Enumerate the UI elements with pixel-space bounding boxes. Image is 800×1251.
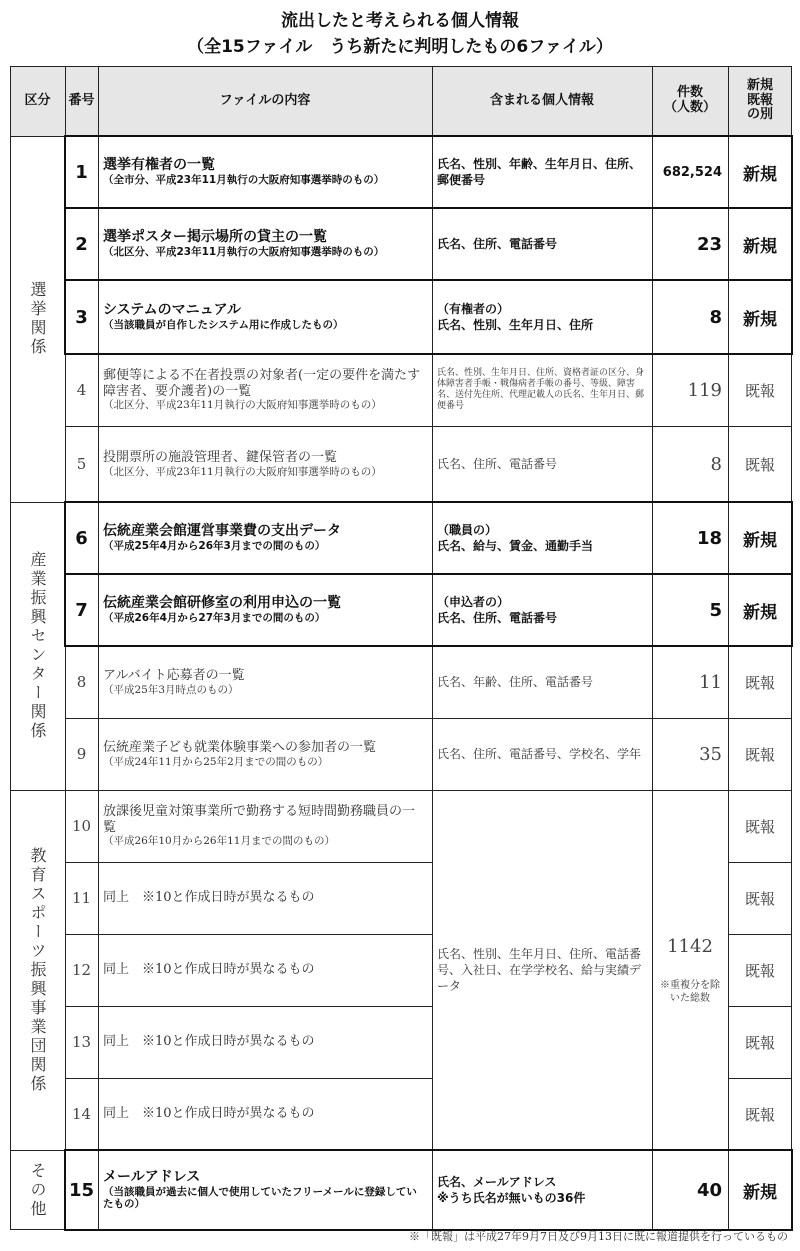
row-number: 3 (75, 306, 88, 328)
grid-line (432, 66, 433, 1230)
file-content (98, 1150, 432, 1230)
grid-line (65, 574, 792, 575)
file-content (98, 1078, 432, 1150)
record-count (652, 790, 728, 1150)
file-content-note: （平成25年3月時点のもの） (103, 683, 239, 696)
row-number: 10 (71, 817, 92, 835)
file-content (98, 790, 432, 862)
footnote: ※「既報」は平成27年9月7日及び9月13日に既に報道提供を行っているもの (409, 1230, 788, 1243)
category-label: 産業振興センター関係 (28, 551, 47, 741)
file-content (98, 502, 432, 574)
grid-line (65, 280, 792, 281)
personal-info-text: 氏名、住所、電話番号 (437, 236, 558, 251)
row-number: 7 (75, 599, 88, 621)
personal-info (432, 646, 652, 718)
header-info (432, 66, 652, 136)
grid-line (65, 354, 792, 355)
personal-info (432, 354, 652, 426)
grid-line (10, 66, 11, 1230)
file-content-title: アルバイト応募者の一覧 (103, 667, 245, 683)
category-cell (10, 502, 65, 790)
record-count: 119 (687, 379, 722, 401)
record-count-value: 1142 (667, 935, 713, 957)
file-content (98, 646, 432, 718)
file-content (98, 934, 432, 1006)
header-number (65, 66, 98, 136)
grid-line (10, 66, 792, 67)
file-content-title: 同上 ※10と作成日時が異なるもの (103, 1106, 315, 1122)
record-count-note: ※重複分を除いた総数 (660, 979, 720, 1004)
row-number: 4 (76, 381, 87, 399)
page-subtitle: （全15ファイル うち新たに判明したもの6ファイル） (187, 37, 613, 57)
status-badge: 既報 (744, 1105, 775, 1124)
page-title: 流出したと考えられる個人情報 (281, 11, 519, 31)
status-badge: 既報 (744, 889, 775, 908)
file-content-title: 投開票所の施設管理者、鍵保管者の一覧 (103, 449, 338, 465)
file-content-title: 同上 ※10と作成日時が異なるもの (103, 962, 315, 978)
header-content (98, 66, 432, 136)
record-count: 40 (696, 1179, 722, 1201)
personal-info-text: 氏名、性別、生年月日、住所、資格者証の区分、身体障害者手帳・戦傷病者手帳の番号、等級、障害名、送付先住所、代理記載人の氏名、生年月日、郵便番号 (437, 367, 645, 412)
grid-line (65, 646, 792, 647)
record-count: 23 (696, 233, 722, 255)
file-content-title: 郵便等による不在者投票の対象者(一定の要件を満たす障害者、要介護者)の一覧 (103, 368, 421, 399)
row-number: 13 (71, 1033, 92, 1051)
file-content-title: 伝統産業子ども就業体験事業への参加者の一覧 (103, 739, 377, 755)
record-count: 8 (709, 306, 722, 328)
record-count: 18 (696, 527, 722, 549)
row-number: 1 (75, 161, 88, 183)
header-category (10, 66, 65, 136)
personal-info-table (10, 66, 792, 1230)
category-label: 選挙関係 (28, 281, 47, 357)
category-label: その他 (28, 1161, 47, 1219)
header-category-label: 区分 (24, 92, 51, 108)
status-badge: 既報 (744, 961, 775, 980)
row-number: 14 (71, 1105, 92, 1123)
file-content (98, 280, 432, 354)
file-content-note: （平成24年11月から25年2月までの間のもの） (103, 755, 329, 768)
file-content-note: （平成26年4月から27年3月までの間のもの） (103, 612, 326, 625)
file-content-note: （当該職員が過去に個人で使用していたフリーメールに登録していたもの） (103, 1185, 417, 1211)
file-content-title: 選挙有権者の一覧 (103, 157, 215, 174)
status-badge: 既報 (744, 1033, 775, 1052)
personal-info-text: （有権者の） 氏名、性別、生年月日、住所 (437, 301, 594, 332)
category-cell (10, 1150, 65, 1230)
file-content-note: （北区分、平成23年11月執行の大阪府知事選挙時のもの） (103, 465, 382, 478)
row-number: 6 (75, 527, 88, 549)
row-number: 2 (75, 233, 88, 255)
record-count: 5 (709, 599, 722, 621)
grid-line (65, 426, 792, 427)
personal-info (432, 208, 652, 280)
header-info-label: 含まれる個人情報 (489, 92, 594, 108)
category-cell (10, 136, 65, 502)
record-count: 11 (699, 671, 722, 693)
status-badge: 既報 (744, 673, 775, 692)
personal-info-text: 氏名、年齢、住所、電話番号 (437, 674, 594, 689)
status-badge: 既報 (744, 455, 775, 474)
row-number: 8 (76, 673, 87, 691)
file-content-note: （北区分、平成23年11月執行の大阪府知事選挙時のもの） (103, 399, 382, 412)
row-number: 5 (76, 455, 87, 473)
grid-line (65, 718, 792, 719)
grid-line (10, 502, 792, 503)
personal-info-text: （職員の） 氏名、給与、賃金、通勤手当 (437, 522, 594, 553)
grid-line (10, 1150, 792, 1151)
row-number: 12 (71, 961, 92, 979)
status-badge: 新規 (743, 236, 777, 257)
header-content-label: ファイルの内容 (219, 92, 311, 108)
personal-info (432, 574, 652, 646)
personal-info (432, 426, 652, 502)
personal-info (432, 718, 652, 790)
file-content-note: （平成26年10月から26年11月までの間のもの） (103, 835, 335, 848)
grid-line (65, 934, 432, 935)
status-badge: 新規 (743, 530, 777, 551)
file-content (98, 1006, 432, 1078)
grid-line (98, 66, 99, 1230)
record-count: 35 (699, 743, 722, 765)
file-content-title: メールアドレス (103, 1169, 201, 1185)
grid-line (728, 1078, 792, 1079)
file-content-title: 伝統産業会館研修室の利用申込の一覧 (103, 595, 341, 612)
grid-line (791, 66, 792, 1230)
file-content-note: （全市分、平成23年11月執行の大阪府知事選挙時のもの） (103, 174, 385, 187)
status-badge: 新規 (743, 602, 777, 623)
record-count: 8 (710, 453, 722, 475)
personal-info-text: 氏名、住所、電話番号、学校名、学年 (437, 746, 642, 761)
status-badge: 既報 (744, 817, 775, 836)
grid-line (65, 862, 432, 863)
file-content (98, 136, 432, 208)
file-content-title: 同上 ※10と作成日時が異なるもの (103, 1034, 315, 1050)
personal-info (432, 502, 652, 574)
personal-info (432, 280, 652, 354)
category-cell (10, 790, 65, 1150)
grid-line (728, 66, 729, 1230)
personal-info-text: （申込者の） 氏名、住所、電話番号 (437, 594, 558, 625)
header-number-label: 番号 (68, 92, 95, 108)
file-content-note: （北区分、平成23年11月執行の大阪府知事選挙時のもの） (103, 246, 385, 259)
status-badge: 新規 (743, 1182, 777, 1203)
file-content (98, 718, 432, 790)
grid-line (65, 1078, 432, 1079)
file-content-title: 同上 ※10と作成日時が異なるもの (103, 890, 315, 906)
header-count-label: 件数 （人数） (663, 85, 716, 115)
grid-line (65, 1006, 432, 1007)
grid-line (728, 1006, 792, 1007)
file-content (98, 574, 432, 646)
file-content (98, 862, 432, 934)
status-badge: 既報 (744, 381, 775, 400)
category-label: 教育スポーツ振興事業団関係 (28, 846, 47, 1094)
grid-line (65, 208, 792, 209)
personal-info: 氏名、性別、生年月日、住所、電話番号、入社日、在学学校名、給与実績データ (437, 946, 642, 994)
file-content-title: 伝統産業会館運営事業費の支出データ (103, 523, 341, 540)
personal-info-text: 氏名、メールアドレス ※うち氏名が無いもの36件 (437, 1174, 586, 1205)
personal-info-text: 氏名、住所、電話番号 (437, 456, 558, 471)
grid-line (10, 790, 792, 791)
file-content-note: （平成25年4月から26年3月までの間のもの） (103, 540, 326, 553)
grid-line (65, 66, 66, 1230)
grid-line (652, 66, 653, 1230)
status-badge: 新規 (743, 309, 777, 330)
row-number: 15 (68, 1179, 95, 1201)
file-content (98, 208, 432, 280)
grid-line (10, 136, 792, 137)
file-content-title: 選挙ポスター掲示場所の貸主の一覧 (103, 229, 327, 246)
row-number: 11 (71, 889, 92, 907)
file-content (98, 426, 432, 502)
row-number: 9 (76, 745, 87, 763)
status-badge: 新規 (743, 164, 777, 185)
file-content-note: （当該職員が自作したシステム用に作成したもの） (103, 319, 344, 332)
personal-info-text: 氏名、性別、年齢、生年月日、住所、郵便番号 (437, 156, 642, 187)
grid-line (728, 934, 792, 935)
file-content-title: システムのマニュアル (103, 302, 242, 319)
file-content-title: 放課後児童対策事業所で勤務する短時間勤務職員の一覧 (103, 804, 416, 835)
header-status (728, 66, 792, 136)
file-content (98, 354, 432, 426)
header-count (652, 66, 728, 136)
grid-line (728, 862, 792, 863)
personal-info (432, 1150, 652, 1230)
header-status-label: 新規 既報 の別 (746, 77, 773, 123)
record-count: 682,524 (662, 164, 722, 180)
status-badge: 既報 (744, 745, 775, 764)
personal-info (432, 136, 652, 208)
